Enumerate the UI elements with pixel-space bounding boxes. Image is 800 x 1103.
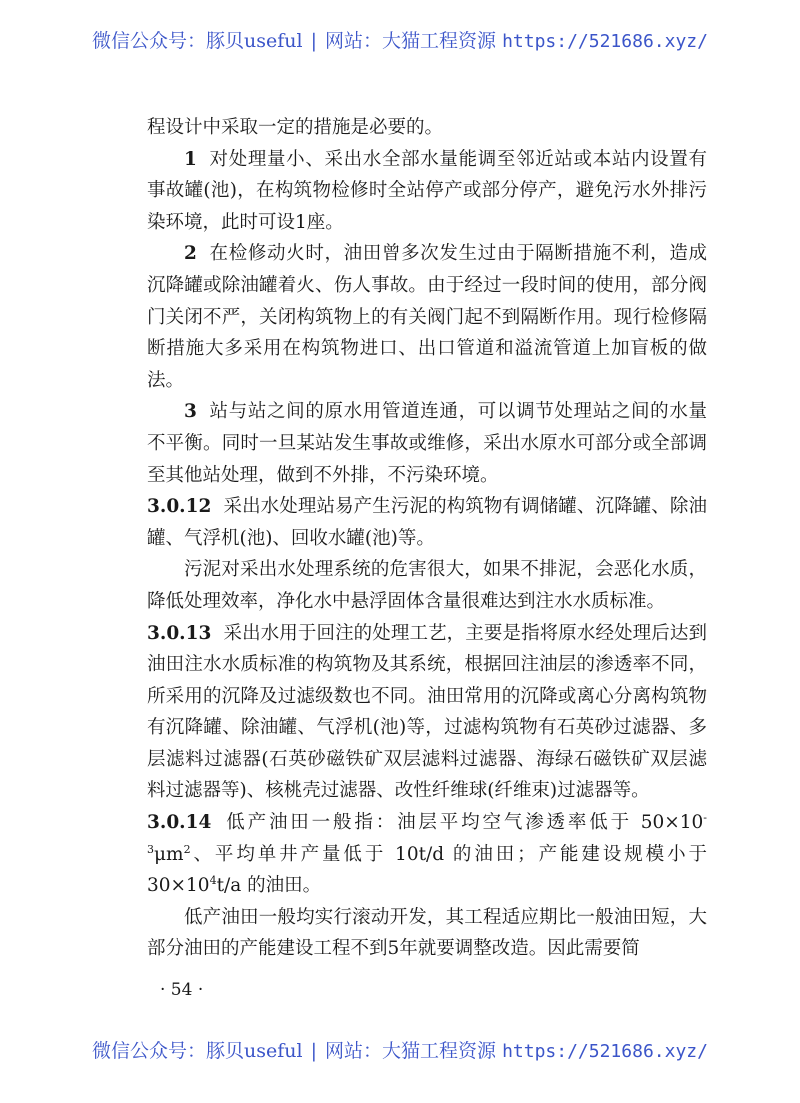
clause-3-0-12-paragraph: 污泥对采出水处理系统的危害很大，如果不排泥，会恶化水质，降低处理效率，净化水中悬浮固体含量很难达到注水水质标准。 <box>147 559 707 612</box>
clause-text: 采出水处理站易产生污泥的构筑物有调储罐、沉降罐、除油罐、气浮机(池)、回收水罐(池)等。 <box>147 496 707 549</box>
clause-3-0-14-paragraph: 低产油田一般均实行滚动开发，其工程适应期比一般油田短，大部分油田的产能建设工程不到5年就要调整改造。因此需要简 <box>147 906 707 960</box>
clause-text-c: 、平均单井产量低于 10t/d 的油田；产能建设规模小于 30×10 <box>147 843 707 897</box>
clause-number: 3.0.14 <box>147 812 212 834</box>
clause-text-b: μm <box>154 843 184 865</box>
list-item-2 <box>147 238 707 396</box>
clause-3-0-13 <box>147 618 707 808</box>
header-site-label: 网站：大猫工程资源 <box>325 30 497 52</box>
page-number: · 54 · <box>160 980 204 1000</box>
footer-site-label: 网站：大猫工程资源 <box>325 1040 497 1062</box>
item-number: 2 <box>184 243 197 265</box>
item-text: 对处理量小、采出水全部水量能调至邻近站或本站内设置有事故罐(池)，在构筑物检修时全站停产或部分停产，避免污水外排污染环境，此时可设1座。 <box>147 148 707 233</box>
header-url[interactable]: https://521686.xyz/ <box>502 31 708 52</box>
list-item-1 <box>147 144 707 239</box>
exponent: -3 <box>147 811 707 856</box>
clause-3-0-14 <box>147 807 707 902</box>
page-body <box>147 112 707 965</box>
header-wechat: 微信公众号：豚贝useful <box>92 30 303 52</box>
exponent: 4 <box>209 874 217 888</box>
item-text: 在检修动火时，油田曾多次发生过由于隔断措施不利，造成沉降罐或除油罐着火、伤人事故。由于经过一段时间的使用，部分阀门关闭不严，关闭构筑物上的有关阀门起不到隔断作用。现行检修隔断措施大多采用在构筑物进口、出口管道和溢流管道上加盲板的做法。 <box>147 243 707 391</box>
exponent: 2 <box>183 842 191 856</box>
clause-text-d: t/a 的油田。 <box>216 875 322 897</box>
clause-text-a: 低产油田一般指：油层平均空气渗透率低于 50×10 <box>223 812 704 834</box>
item-number: 3 <box>184 401 197 423</box>
footer-wechat: 微信公众号：豚贝useful <box>92 1040 303 1062</box>
item-number: 1 <box>184 148 197 170</box>
header-watermark <box>0 26 800 53</box>
clause-text: 采出水用于回注的处理工艺，主要是指将原水经处理后达到油田注水水质标准的构筑物及其系统，根据回注油层的渗透率不同，所采用的沉降及过滤级数也不同。油田常用的沉降或离心分离构筑物有沉降罐、除油罐、气浮机(池)等，过滤构筑物有石英砂过滤器、多层滤料过滤器(石英砂磁铁矿双层滤料过滤器、海绿石磁铁矿双层滤料过滤器等)、核桃壳过滤器、改性纤维球(纤维束)过滤器等。 <box>147 622 707 802</box>
footer-watermark <box>0 1036 800 1063</box>
list-item-3 <box>147 396 707 491</box>
clause-3-0-12 <box>147 491 707 554</box>
footer-separator: | <box>310 1040 317 1062</box>
clause-number: 3.0.13 <box>147 622 212 644</box>
item-text: 站与站之间的原水用管道连通，可以调节处理站之间的水量不平衡。同时一旦某站发生事故或维修，采出水原水可部分或全部调至其他站处理，做到不外排，不污染环境。 <box>147 401 707 486</box>
paragraph-continuation: 程设计中采取一定的措施是必要的。 <box>147 117 444 138</box>
clause-number: 3.0.12 <box>147 496 212 518</box>
header-separator: | <box>310 30 317 52</box>
footer-url[interactable]: https://521686.xyz/ <box>502 1041 708 1062</box>
